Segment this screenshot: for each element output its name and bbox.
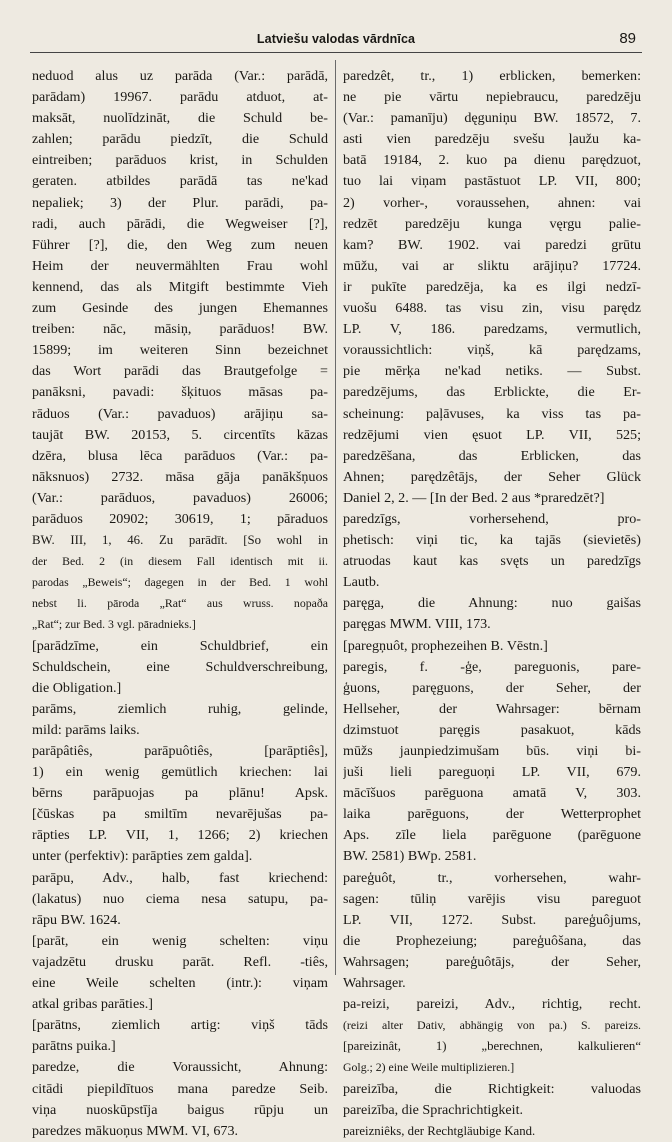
text-line: LP. VII, 1272. Subst. pareģuôjums, [343, 911, 641, 928]
page-header [30, 30, 642, 53]
text-line: taujāt BW. 20153, 5. circentīts kāzas [32, 426, 328, 443]
text-line: mūžs jaunpiedzimušam būs. viņi bi- [343, 743, 641, 759]
text-line: „Rat“; zur Bed. 3 vgl. pāradnieks.] [32, 617, 196, 632]
text-line: Lautb. [343, 574, 380, 591]
left-column [32, 66, 328, 1142]
text-line: 2) vorher-, voraussehen, ahnen: vai [343, 194, 641, 211]
text-line: [parātns, ziemlich artig: viņš tāds [32, 1017, 328, 1034]
text-line: parādam) 19967. parādu atduot, at- [32, 89, 328, 106]
text-line: paredzēšana, das Erblicken, das [343, 447, 641, 464]
text-line: nepaliek; 3) der Plur. parādi, pa- [32, 194, 328, 211]
running-title: Latviešu valodas vārdnīca [256, 32, 416, 46]
text-line: dzimstuot paręgis pasakuot, kāds [343, 721, 641, 738]
text-line: Aps. zīle liela parēguone (parēguone [343, 827, 641, 844]
text-line: zahlen; parādu piedzīt, die Schuld [32, 131, 328, 148]
text-line: laika parēguons, der Wetterprophet [343, 806, 641, 823]
text-line: [paregņuôt, prophezeihen B. Vēstn.] [343, 637, 548, 654]
text-line: 1) ein wenig gemütlich kriechen: lai [32, 764, 328, 781]
text-line: atruodas kaut kas svęts un paredzīgs [343, 553, 641, 570]
text-line: geraten. atbildes parādā tas ne'kad [32, 173, 328, 190]
text-line: rāpu BW. 1624. [32, 911, 121, 928]
text-line: 15899; im weiteren Sinn bezeichnet [32, 342, 328, 359]
text-line: pa-reizi, pareizi, Adv., richtig, recht. [343, 996, 641, 1013]
text-line: vuošu 6488. tas visu zin, visu parędz [343, 300, 641, 317]
text-line: LP. V, 186. paredzams, vermutlich, [343, 321, 641, 338]
text-line: parāduos 20902; 30619, 1; pāraduos [32, 510, 328, 527]
text-line: redzēt paredzēju kunga vęrgu palie- [343, 215, 641, 232]
text-line: pareizniêks, der Rechtgläubige Kand. [343, 1123, 536, 1138]
text-line: Hellseher, der Wahrsager: bērnam [343, 700, 641, 717]
text-line: parātns puika.] [32, 1038, 116, 1055]
text-line: bērns parāpuojas pa plānu! Apsk. [32, 785, 328, 802]
text-line: panāksni, pavadi: šķituos māsas pa- [32, 384, 328, 401]
text-line: Wahrsager. [343, 975, 406, 992]
text-line: kennend, das als Mitgift bestimmte Vieh [32, 278, 328, 295]
text-line: [čūskas pa smiltīm nevarējušas pa- [32, 806, 328, 823]
text-line: voraussichtlich: viņš, kā parędzams, [343, 342, 641, 359]
right-column [343, 66, 641, 1142]
text-line: Daniel 2, 2. — [In der Bed. 2 aus *praredzēt?] [343, 489, 605, 506]
text-line: mūžu, vai ar sliktu arājiņu? 17724. [343, 257, 641, 274]
text-line: asti vien paredzēju svešu ļaužu ka- [343, 131, 641, 148]
text-line: eine Weile schelten (intr.): viņam [32, 975, 328, 992]
text-line: das Wort parādi das Brautgefolge = [32, 363, 328, 380]
text-line: zum Gesinde des jungen Ehemannes [32, 300, 328, 317]
text-line: neduod alus uz parāda (Var.: parādā, [32, 68, 328, 84]
text-line: tuo lai viņam pastāstuot LP. VII, 800; [343, 173, 641, 190]
text-line: [parādzīme, ein Schuldbrief, ein [32, 637, 328, 654]
text-line: (Var.: pamanīju) dęguniņu BW. 18572, 7. [343, 110, 641, 127]
text-line: parodas „Beweis“; dagegen in der Bed. 1 wohl [32, 575, 328, 590]
text-line: pareizība, die Richtigkeit: valuodas [343, 1080, 641, 1097]
text-line: ģuons, paręguons, der Seher, der [343, 679, 641, 696]
text-line: citādi piepildītuos mana paredze Seib. [32, 1080, 328, 1097]
text-line: batā 19184, 2. kuo pa dienu parędzuot, [343, 152, 641, 169]
text-line: pie mērķa ne'kad netiks. — Subst. [343, 363, 641, 380]
text-line: paręgas MWM. VIII, 173. [343, 616, 491, 633]
text-line: ir pukīte paredzēja, ka es ilgi nedzī- [343, 278, 641, 295]
text-line: paredzêt, tr., 1) erblicken, bemerken: [343, 68, 641, 84]
text-line: BW. 2581) BWp. 2581. [343, 848, 477, 865]
column-divider [335, 60, 336, 975]
text-line: viņa nuoskūpstīja baigus rūpju un [32, 1101, 328, 1118]
text-line: Schuldschein, eine Schuldverschreibung, [32, 658, 328, 675]
text-line: paredzējums, das Erblickte, die Er- [343, 384, 641, 401]
text-line: [pareizinât, 1) „berechnen, kalkulieren“ [343, 1039, 641, 1054]
text-line: radi, auch pārādi, die Wegweiser [?], [32, 215, 328, 232]
text-line: nebst li. pāroda „Rat“ aus wruss. nopaða [32, 596, 328, 611]
text-line: pareizība, die Sprachrichtigkeit. [343, 1101, 524, 1118]
text-line: atkal gribas parāties.] [32, 996, 153, 1013]
text-line: Golg.; 2) eine Weile multiplizieren.] [343, 1060, 515, 1075]
text-line: BW. III, 1, 46. Zu parādīt. [So wohl in [32, 533, 328, 548]
text-line: sagen: tūliņ varējis visu pareguot [343, 890, 641, 907]
text-line: phetisch: viņi tic, ka tajās (sievietēs) [343, 532, 641, 549]
page-number: 89 [619, 30, 636, 47]
text-line: pareģuôt, tr., vorhersehen, wahr- [343, 869, 641, 886]
text-line: (reizi alter Dativ, abhängig von pa.) S. pareizs. [343, 1018, 641, 1033]
text-line: scheinung: paļāvuses, ka viss tas pa- [343, 405, 641, 422]
text-line: paregis, f. -ģe, pareguonis, pare- [343, 658, 641, 675]
text-line: parāpâtiês, parāpuôtiês, [parāptiês], [32, 743, 328, 759]
text-line: Führer [?], die, den Weg zum neuen [32, 236, 328, 253]
text-line: Heim der neuvermählten Frau wohl [32, 257, 328, 274]
text-line: kam? BW. 1902. vai paredzi grūtu [343, 236, 641, 253]
text-line: vajadzētu drusku parāt. Refl. -tiês, [32, 953, 328, 970]
text-line: parāpu, Adv., halb, fast kriechend: [32, 869, 328, 886]
text-line: Ahnen; parędzêtājs, der Seher Glück [343, 468, 641, 485]
text-line: eintreiben; parāduos krist, in Schulden [32, 152, 328, 169]
text-line: mild: parāms laiks. [32, 721, 140, 738]
text-line: dzēra, blusa lēca parāduos (Var.: pa- [32, 447, 328, 464]
text-line: paredzīgs, vorhersehend, pro- [343, 510, 641, 527]
text-line: ne pie vārtu nepiebraucu, paredzēju [343, 89, 641, 106]
text-line: unter (perfektiv): parāpties zem galda]. [32, 848, 253, 865]
text-line: (Var.: parāduos, pavaduos) 26006; [32, 489, 328, 506]
text-line: nāksnuos) 2732. māsa gāja panākšņuos [32, 468, 328, 485]
text-line: [parāt, ein wenig schelten: viņu [32, 932, 328, 949]
text-line: Wahrsagen; pareģuôtājs, der Seher, [343, 953, 641, 970]
text-line: paredzes mākuoņus MWM. VI, 673. [32, 1122, 239, 1139]
text-line: maksāt, nuolīdzināt, die Schuld be- [32, 110, 328, 127]
text-line: rāpties LP. VII, 1, 1266; 2) kriechen [32, 827, 328, 844]
text-line: paręga, die Ahnung: nuo gaišas [343, 595, 641, 612]
text-line: parāms, ziemlich ruhig, gelinde, [32, 700, 328, 717]
text-line: treiben: nāc, māsiņ, parāduos! BW. [32, 321, 328, 338]
text-line: mācīšuos parēguona amatā V, 303. [343, 785, 641, 802]
text-line: rāduos (Var.: pavaduos) arājiņu sa- [32, 405, 328, 422]
text-line: juši lieli pareguoņi LP. VII, 679. [343, 764, 641, 781]
text-line: die Prophezeiung; pareģuôšana, das [343, 932, 641, 949]
text-line: die Obligation.] [32, 679, 122, 696]
text-line: der Bed. 2 (in diesem Fall identisch mit ii. [32, 554, 328, 569]
text-line: (lakatus) nuo ciema nesa satupu, pa- [32, 890, 328, 907]
text-line: paredze, die Voraussicht, Ahnung: [32, 1059, 328, 1076]
text-line: redzējumi vien ęsuot LP. VII, 525; [343, 426, 641, 443]
